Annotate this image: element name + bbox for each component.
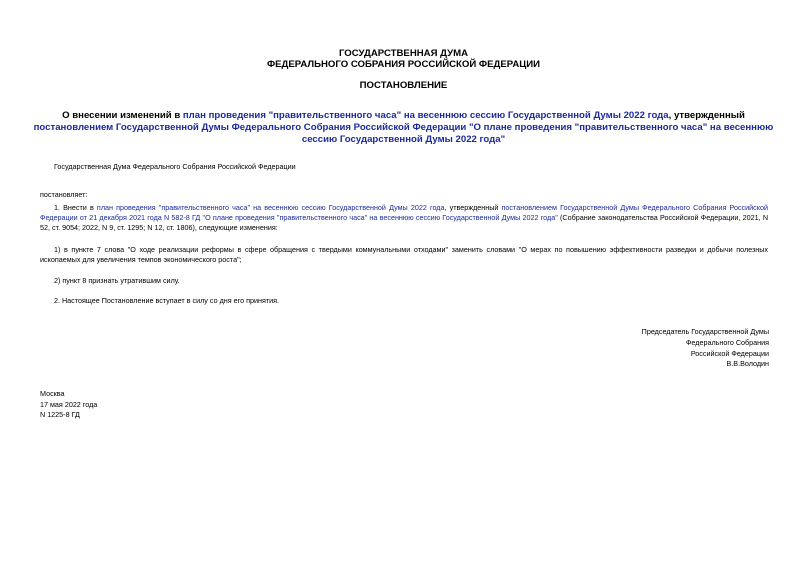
org-name-line2: ФЕДЕРАЛЬНОГО СОБРАНИЯ РОССИЙСКОЙ ФЕДЕРАЦИИ: [266, 59, 541, 70]
title-middle: , утвержденный: [668, 110, 745, 121]
document-type: ПОСТАНОВЛЕНИЕ: [359, 80, 448, 91]
issuer-text: Государственная Дума Федерального Собрания Российской Федерации: [54, 162, 296, 171]
signature-line2: Федерального Собрания: [685, 337, 769, 347]
org-name-line1: ГОСУДАРСТВЕННАЯ ДУМА: [338, 48, 469, 59]
place-city: Москва: [40, 389, 65, 398]
item-2: [40, 296, 768, 306]
subitem-1-text: 1) в пункте 7 слова "О ходе реализации реформы в сфере обращения с твердыми коммунальными отходами" заменить словами "О мерах по повышению эффективности разведки и добычи полезных ископаемых для увеличения темпов экономического роста";: [40, 245, 768, 264]
document-title: [30, 110, 777, 146]
item1-link-plan[interactable]: план проведения "правительственного часа" на весеннюю сессию Государственной Думы 2022 года: [96, 203, 445, 212]
title-link-resolution[interactable]: постановлением Государственной Думы Федерального Собрания Российской Федерации "О плане проведения "правительственного часа" на весеннюю сессию Государственной Думы 2022 года": [33, 122, 774, 145]
signature-name: В.В.Володин: [726, 359, 769, 369]
item1-prefix: 1. Внести в: [54, 203, 97, 212]
subitem-1: [40, 245, 768, 265]
document-date: 17 мая 2022 года: [40, 399, 98, 409]
subitem-2-text: 2) пункт 8 признать утратившим силу.: [54, 276, 180, 285]
item1-link-resolution[interactable]: постановлением Государственной Думы Федерального Собрания Российской Федерации от 21 декабря 2021 года N 582-8 ГД "О плане проведения "правительственного часа" на весеннюю сессию Государственной Думы 2022 года": [40, 203, 769, 222]
item1-suffix: (Собрание законодательства Российской Федерации, 2021, N 52, ст. 9054; 2022, N 9, ст. 1295; N 12, ст. 1806), следующие изменения:: [40, 213, 769, 232]
title-prefix: О внесении изменений в: [62, 110, 183, 121]
resolves-text: постановляет:: [40, 190, 88, 199]
title-link-plan[interactable]: план проведения "правительственного часа" на весеннюю сессию Государственной Думы 2022 года: [182, 110, 669, 121]
signature-line3: Российской Федерации: [690, 348, 769, 358]
place-date-block: [40, 389, 97, 421]
item-2-text: 2. Настоящее Постановление вступает в силу со дня его принятия.: [54, 296, 280, 305]
signature-line1: Председатель Государственной Думы: [641, 327, 769, 336]
subitem-2: [40, 276, 768, 286]
item-1: [40, 203, 768, 233]
item1-middle: , утвержденный: [444, 203, 502, 212]
signature-block: [642, 327, 769, 370]
document-number: N 1225-8 ГД: [40, 410, 80, 420]
